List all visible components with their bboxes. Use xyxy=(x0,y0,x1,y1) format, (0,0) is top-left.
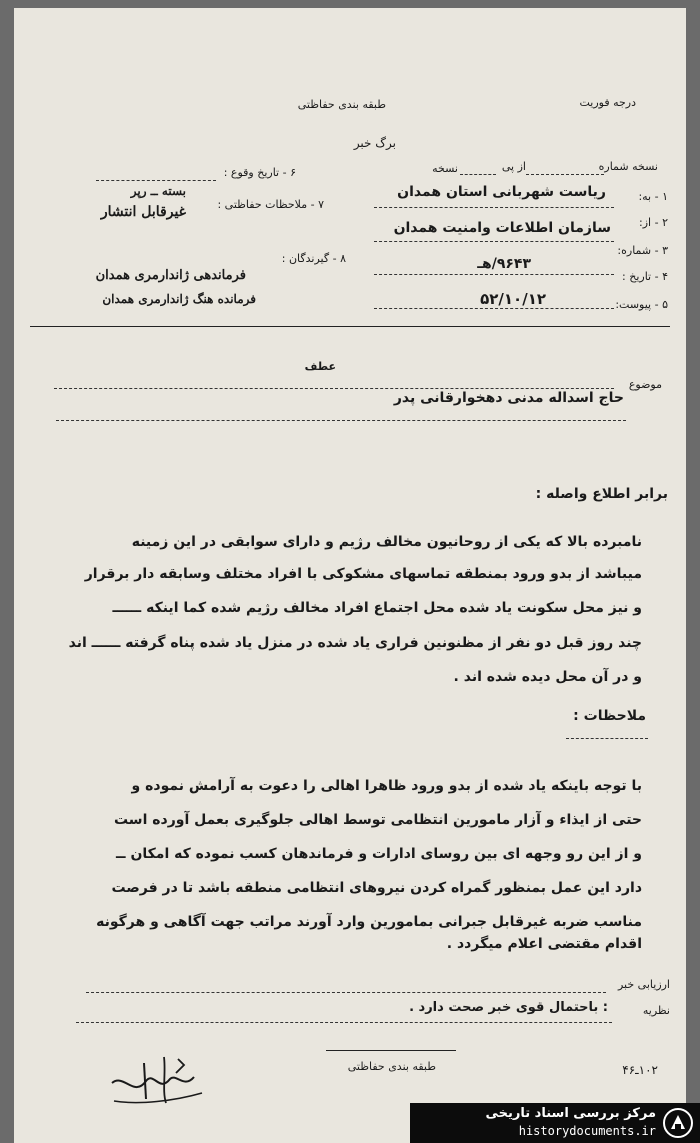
document-page xyxy=(14,8,686,1143)
notes-line-6: اقدام مقتضی اعلام میگردد . xyxy=(446,936,642,952)
attachment-label: ۵ - پیوست: xyxy=(615,298,668,311)
opinion-label: نظریه xyxy=(642,1004,670,1017)
body-line-3: و نیز محل سکونت یاد شده محل اجتماع افراد مخالف رژیم شده کما اینکه ــــــ xyxy=(112,600,642,616)
event-date-line xyxy=(96,180,216,181)
footer-classification-line xyxy=(326,1050,456,1051)
recipient-2: فرمانده هنگ ژاندارمری همدان xyxy=(102,292,256,306)
body-line-5: و در آن محل دیده شده اند . xyxy=(453,669,642,685)
subject-label: موضوع xyxy=(628,378,662,391)
notes-line-2: حتی از ایذاء و آزار مامورین انتظامی توسط اهالی جلوگیری بعمل آورده است xyxy=(113,812,642,828)
date-line xyxy=(374,308,614,309)
header-divider xyxy=(30,326,670,327)
subject-annotation: عطف xyxy=(304,360,336,373)
from-line xyxy=(374,241,614,242)
opinion-line xyxy=(76,1022,612,1023)
number-label: ۳ - شماره: xyxy=(617,244,668,257)
evaluation-line xyxy=(86,992,606,993)
to-label: ۱ - به: xyxy=(638,190,668,203)
urgency-label: درجه فوریت xyxy=(579,96,636,109)
salutation: برابر اطلاع واصله : xyxy=(535,486,668,502)
from-value: سازمان اطلاعات وامنیت همدان xyxy=(393,220,611,236)
from-label: ۲ - از: xyxy=(639,216,668,229)
of-label: از پی xyxy=(501,160,526,173)
to-line xyxy=(374,207,614,208)
number-value: ۹۶۴۳/هـ xyxy=(477,256,531,272)
notes-line-4: دارد این عمل بمنظور گمراه کردن نیروهای انتظامی منطقه باشد تا در فرصت xyxy=(111,880,642,896)
date-value: ۵۲/۱۰/۱۲ xyxy=(480,290,546,308)
recipients-label: ۸ - گیرندگان : xyxy=(281,252,346,265)
security-notes-value-1: بسته ــ رپر xyxy=(130,184,186,198)
date-label: ۴ - تاریخ : xyxy=(622,270,668,283)
opinion-value: : باحتمال قوی خبر صحت دارد . xyxy=(409,1000,608,1015)
notes-line-3: و از این رو وجهه ای بین روسای ادارات و فرماندهان کسب نموده که امکان ــ xyxy=(116,846,642,862)
body-line-2: میباشد از بدو ورود بمنطقه تماسهای مشکوکی با افراد مختلف وسابقه دار برقرار xyxy=(84,566,642,582)
watermark-text-fa: مرکز بررسی اسناد تاریخی xyxy=(485,1106,656,1121)
notes-heading-underline xyxy=(566,738,648,739)
subject-line-1 xyxy=(54,388,614,389)
recipient-1: فرماندهی ژاندارمری همدان xyxy=(95,268,246,283)
form-code: ۱۰۲ـ۴۶ xyxy=(622,1063,658,1077)
watermark-text-en: historydocuments.ir xyxy=(518,1124,656,1138)
body-line-4: چند روز قبل دو نفر از مظنونین فراری یاد شده در منزل یاد شده پناه گرفته ــــــ اند xyxy=(68,635,642,651)
subject-line-2 xyxy=(56,420,626,421)
subject-value: حاج اسداله مدنی دهخوارقانی پدر xyxy=(393,390,624,406)
form-title: برگ خبر xyxy=(353,136,396,150)
archive-watermark xyxy=(410,1103,700,1143)
notes-line-5: مناسب ضربه غیرقابل جبرانی بمامورین وارد آورند مراتب جهت آگاهی و هرگونه xyxy=(96,914,642,930)
event-date-label: ۶ - تاریخ وقوع : xyxy=(223,166,296,179)
classification-label-top: طبقه بندی حفاظتی xyxy=(297,98,386,111)
evaluation-label: ارزیابی خبر xyxy=(617,978,670,991)
signature xyxy=(104,1043,214,1113)
classification-label-bottom: طبقه بندی حفاظتی xyxy=(347,1060,436,1073)
notes-line-1: با توجه باینکه یاد شده از بدو ورود ظاهرا اهالی را دعوت به آرامش نموده و xyxy=(131,778,642,794)
copy-label: نسخه xyxy=(432,162,458,175)
copy-number-line xyxy=(526,174,604,175)
archive-logo-icon xyxy=(662,1107,694,1139)
notes-heading: ملاحظات : xyxy=(573,708,646,724)
copy-number-label: نسخه شماره xyxy=(598,160,658,173)
body-line-1: نامبرده بالا که یکی از روحانیون مخالف رژیم و دارای سوابقی در این زمینه xyxy=(131,534,642,550)
to-value: ریاست شهربانی استان همدان xyxy=(397,184,606,200)
security-notes-value-2: غیرقابل انتشار xyxy=(100,204,186,220)
number-line xyxy=(374,274,614,275)
security-notes-label: ۷ - ملاحظات حفاظتی : xyxy=(217,198,324,211)
of-line xyxy=(460,174,496,175)
